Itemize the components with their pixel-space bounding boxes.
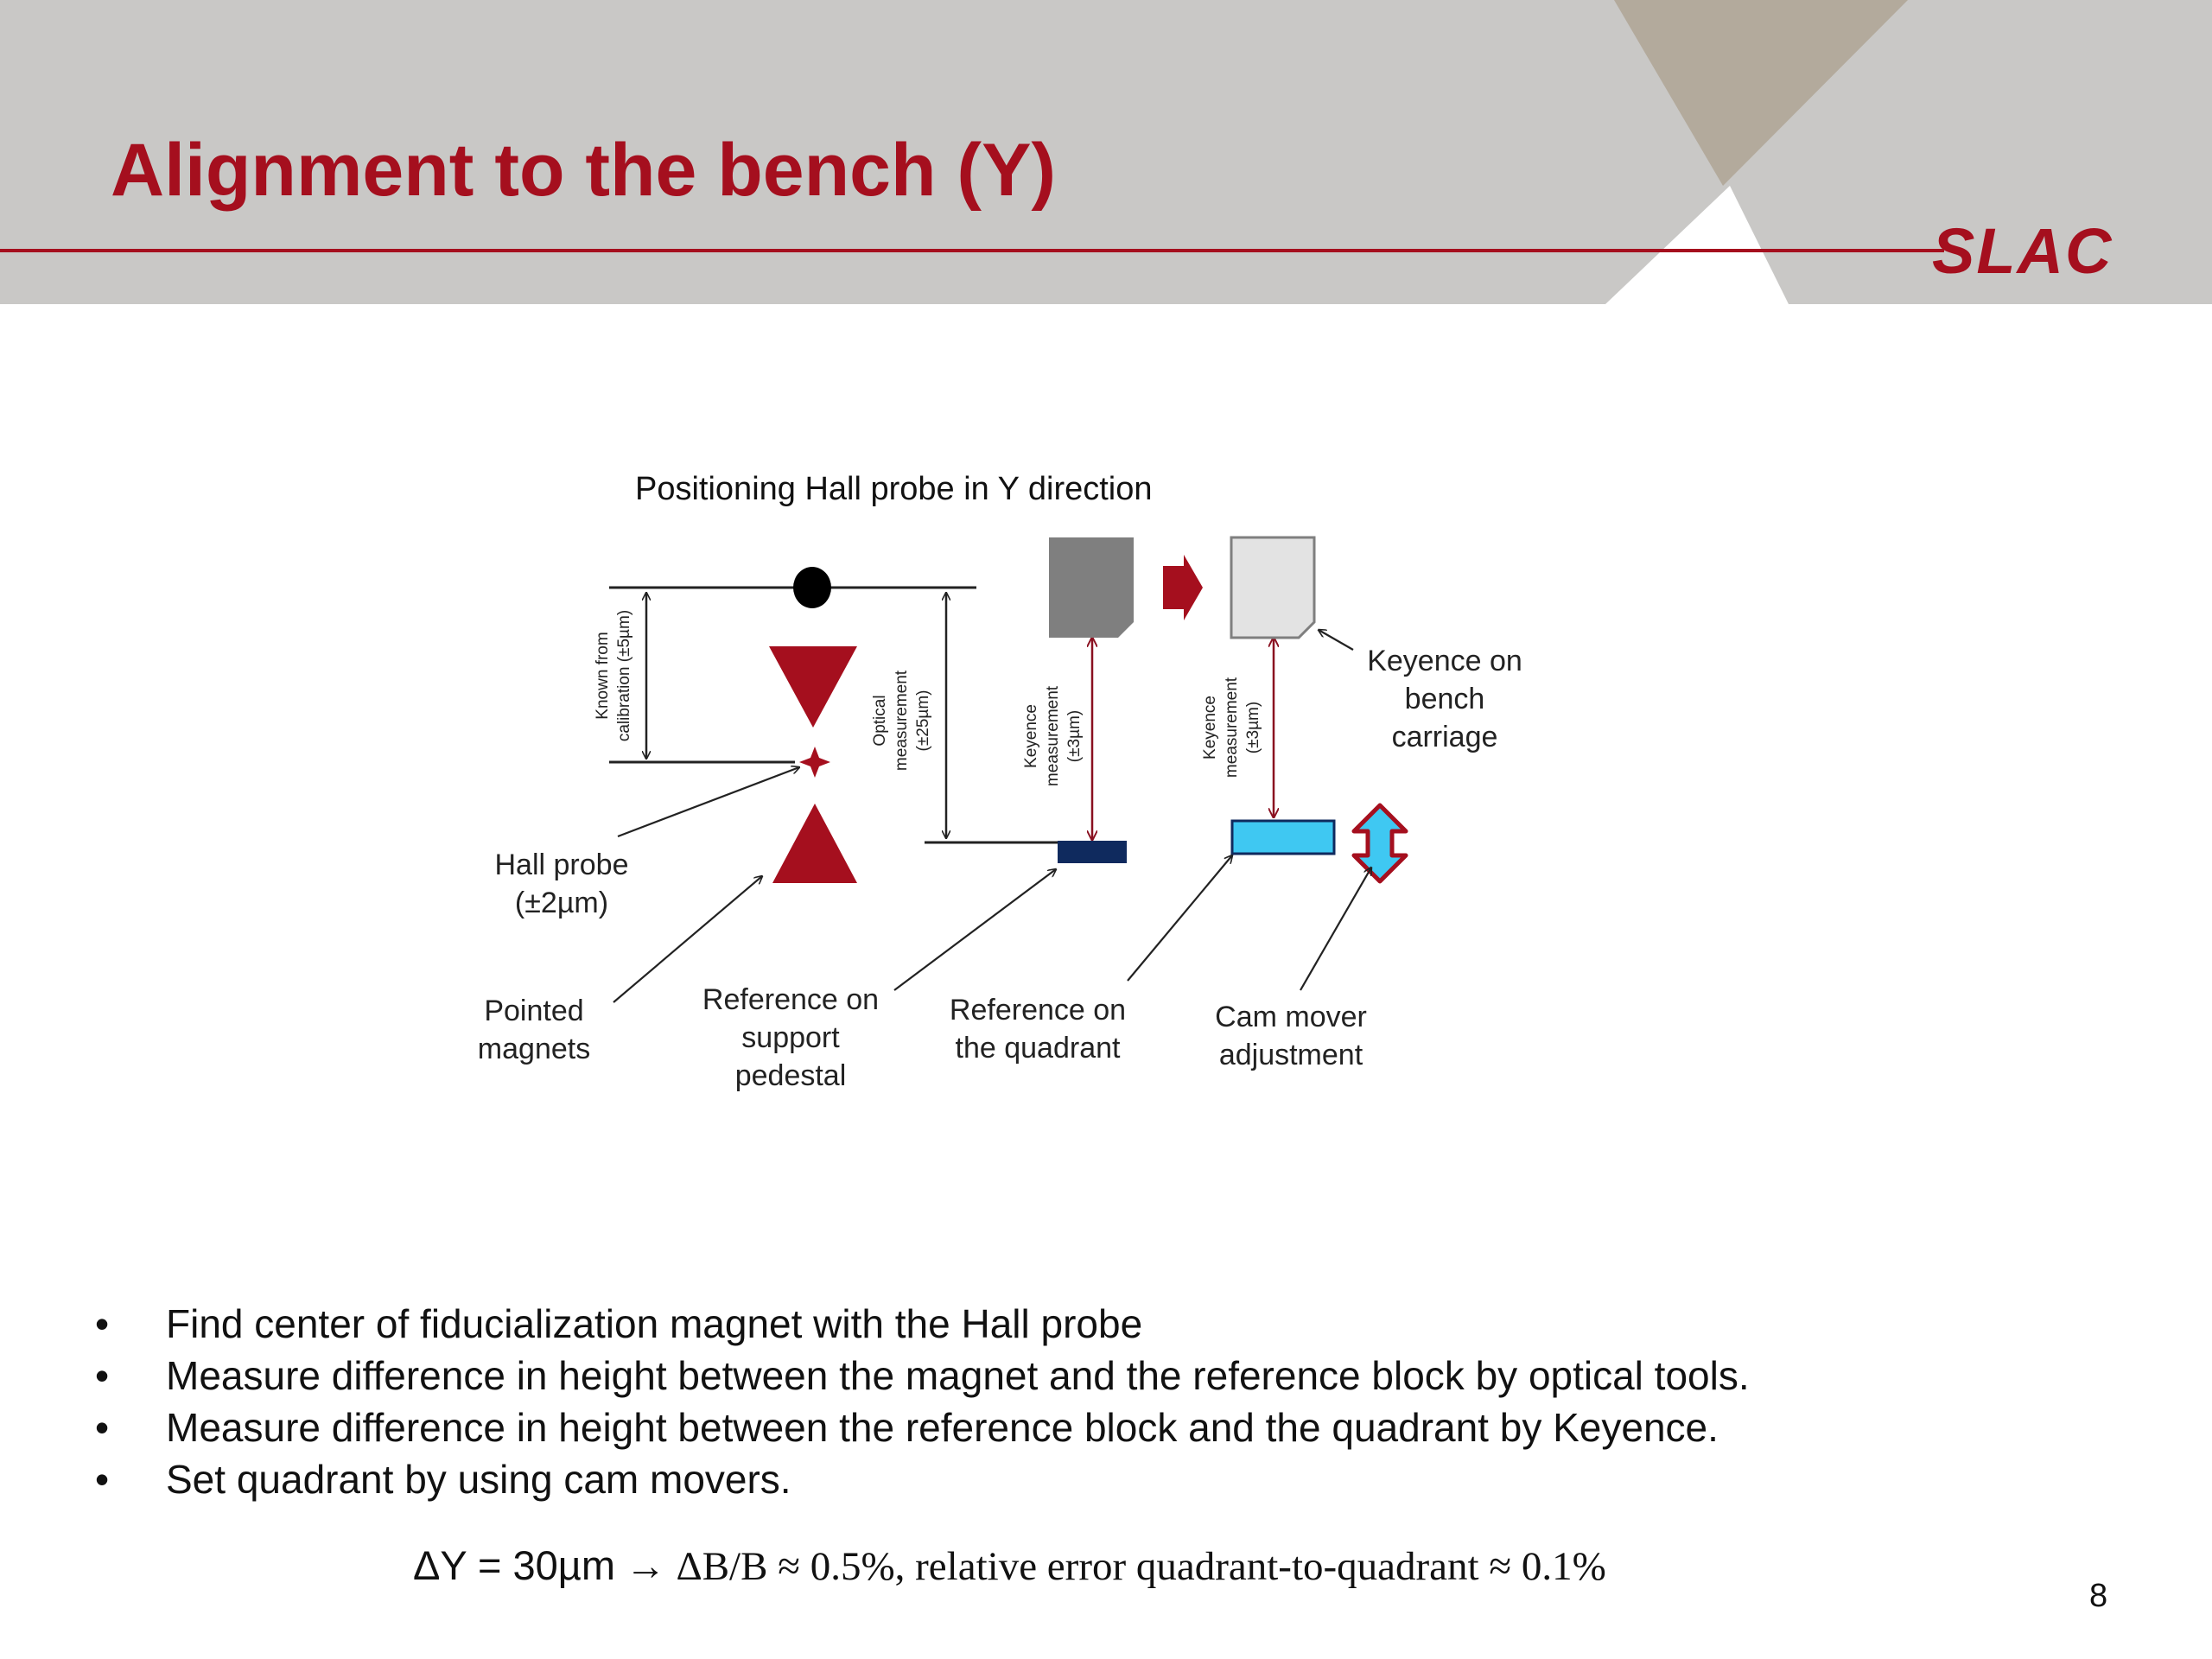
keyence-measure-label-2: measurement: [1044, 685, 1062, 787]
page-number: 8: [2089, 1578, 2108, 1614]
reference-quadrant-leader: [894, 869, 1056, 990]
cam-mover-double-arrow: [1354, 805, 1406, 881]
bullet-text: Measure difference in height between the reference block and the quadrant by Keyence.: [166, 1405, 1719, 1450]
quadrant-reference-block: [1058, 841, 1127, 863]
bullet-symbol: •: [95, 1405, 110, 1450]
bullet-text: Find center of fiducialization magnet with the Hall probe: [166, 1301, 1143, 1346]
keyence-carriage-label-1: Keyence on: [1367, 645, 1522, 677]
keyence-carriage-leader: [1319, 630, 1353, 650]
cam-mover-label-1: Cam mover: [1215, 1001, 1367, 1033]
bullet-item: [92, 1298, 1750, 1350]
slide-title: Alignment to the bench (Y): [111, 129, 1057, 212]
reference-support-label-3: pedestal: [734, 1059, 847, 1092]
optical-label-1: Optical: [871, 695, 889, 747]
reference-quadrant-label-1: Reference on: [949, 994, 1127, 1027]
bullet-item: [92, 1402, 1750, 1453]
bullet-item: [92, 1453, 1750, 1505]
cam-mover-label-2: adjustment: [1218, 1039, 1363, 1071]
keyence-measure-label-3: (±3µm): [1065, 709, 1084, 763]
bullet-item: [92, 1350, 1750, 1402]
keyence-carriage-label-3: carriage: [1391, 721, 1498, 753]
optical-label-3: (±25µm): [914, 690, 932, 752]
bullet-list: [92, 1298, 1750, 1505]
keyence-measure2-label-2: measurement: [1223, 677, 1241, 779]
lower-pointed-magnet: [772, 804, 857, 883]
pointed-magnets-label-2: magnets: [477, 1033, 591, 1065]
hall-probe-label-1: Hall probe: [494, 849, 629, 881]
pointed-magnets-label-1: Pointed: [484, 995, 584, 1027]
diagram-caption: Positioning Hall probe in Y direction: [635, 471, 1153, 507]
optical-label-2: measurement: [893, 670, 911, 772]
bullet-symbol: •: [95, 1457, 110, 1502]
bullet-text: Measure difference in height between the magnet and the reference block by optical tools.: [166, 1353, 1750, 1398]
move-right-arrow: [1163, 555, 1203, 620]
keyence-measure2-label-3: (±3µm): [1244, 701, 1262, 754]
keyence-measure2-label-1: Keyence: [1201, 696, 1219, 760]
reference-block-leader: [1128, 855, 1232, 981]
hall-probe-marker: [799, 747, 830, 778]
keyence-carriage-label-2: bench: [1404, 683, 1485, 715]
reference-quadrant-label-2: the quadrant: [955, 1032, 1121, 1065]
keyence-measure-label-1: Keyence: [1022, 704, 1040, 768]
magnet-center-dot: [793, 567, 831, 608]
bullet-symbol: •: [95, 1353, 110, 1398]
error-formula: [413, 1541, 1606, 1590]
reference-support-label-2: support: [741, 1021, 840, 1054]
cam-mover-leader: [1300, 868, 1371, 990]
keyence-target-block: [1232, 821, 1334, 854]
formula-delta-y: ΔY = 30µm: [413, 1542, 615, 1588]
keyence-sensor-moved: [1231, 537, 1314, 638]
slac-logo: SLAC: [1932, 215, 2113, 287]
bullet-symbol: •: [95, 1301, 110, 1346]
keyence-sensor-initial: [1049, 537, 1134, 638]
known-calibration-label-2: calibration (±5µm): [615, 609, 633, 742]
formula-relative-error: → ΔB/B ≈ 0.5%, relative error quadrant-to-quadrant ≈ 0.1%: [614, 1544, 1606, 1589]
upper-pointed-magnet: [769, 646, 857, 728]
known-calibration-label-1: Known from: [594, 632, 612, 720]
reference-support-label-1: Reference on: [702, 983, 880, 1016]
hall-probe-leader: [618, 767, 799, 836]
bullet-text: Set quadrant by using cam movers.: [166, 1457, 791, 1502]
hall-probe-label-2: (±2µm): [514, 887, 609, 919]
